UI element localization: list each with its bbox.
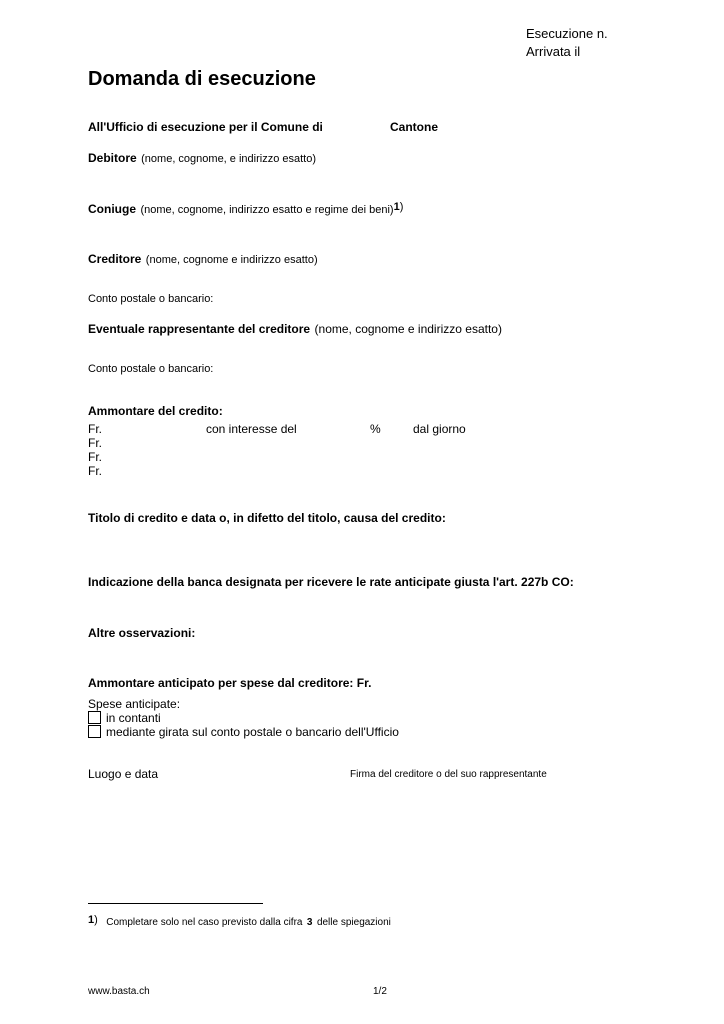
debtor-label: Debitore <box>88 151 137 165</box>
footnote-text-after: delle spiegazioni <box>316 917 391 928</box>
footnote-cifra: 3 <box>306 917 313 928</box>
debtor-hint: (nome, cognome, e indirizzo esatto) <box>141 153 317 165</box>
transfer-option-label: mediante girata sul conto postale o bancario dell'Ufficio <box>106 725 399 739</box>
percent-sign: % <box>370 422 381 436</box>
representative-field <box>88 320 502 338</box>
spouse-hint: (nome, cognome, indirizzo esatto e regime dei beni) <box>140 204 394 216</box>
page-title: Domanda di esecuzione <box>88 68 316 90</box>
other-remarks-label: Altre osservazioni: <box>88 626 196 640</box>
creditor-field <box>88 250 318 268</box>
credit-title-label: Titolo di credito e data o, in difetto del titolo, causa del credito: <box>88 511 446 525</box>
representative-label: Eventuale rappresentante del creditore <box>88 322 311 336</box>
debtor-field <box>88 149 316 167</box>
creditor-label: Creditore <box>88 252 142 266</box>
cash-option-label: in contanti <box>106 711 161 725</box>
credit-row-3: Fr. <box>88 450 102 464</box>
creditor-account-label: Conto postale o bancario: <box>88 293 214 305</box>
footnote-text-before: Completare solo nel caso previsto dalla cifra <box>106 917 303 928</box>
canton-label: Cantone <box>390 120 438 134</box>
credit-amount-heading: Ammontare del credito: <box>88 404 223 418</box>
spouse-label: Coniuge <box>88 202 136 216</box>
footnote-mark: 1 <box>88 914 95 926</box>
esecuzione-number-label: Esecuzione n. <box>526 26 608 41</box>
arrival-date-label: Arrivata il <box>526 44 581 59</box>
interest-label: con interesse del <box>206 422 297 436</box>
credit-row-4: Fr. <box>88 464 102 478</box>
spouse-field <box>88 200 403 218</box>
footnote-mark-paren: ) <box>94 914 98 926</box>
spouse-footnote-paren: ) <box>399 201 404 213</box>
footnote-divider <box>88 903 263 904</box>
cash-checkbox[interactable] <box>88 711 101 724</box>
creditor-hint: (nome, cognome e indirizzo esatto) <box>145 254 318 266</box>
page-number: 1/2 <box>373 986 387 997</box>
place-date-label: Luogo e data <box>88 767 159 781</box>
representative-hint: (nome, cognome e indirizzo esatto) <box>314 322 502 336</box>
bank-designation-label: Indicazione della banca designata per ricevere le rate anticipate giusta l'art. 227b CO: <box>88 575 574 589</box>
footer-website-link[interactable]: www.basta.ch <box>88 986 150 997</box>
spouse-footnote-ref: 1 <box>393 201 400 213</box>
representative-account-label: Conto postale o bancario: <box>88 363 214 375</box>
credit-row-1: Fr. <box>88 422 102 436</box>
transfer-checkbox[interactable] <box>88 725 101 738</box>
option-transfer[interactable] <box>88 725 399 739</box>
footnote <box>88 912 391 930</box>
option-cash[interactable] <box>88 711 161 725</box>
from-date-label: dal giorno <box>413 422 466 436</box>
credit-row-2: Fr. <box>88 436 102 450</box>
signature-label: Firma del creditore o del suo rappresentante <box>350 769 547 780</box>
advance-costs-heading: Ammontare anticipato per spese dal creditore: Fr. <box>88 676 372 690</box>
office-label: All'Ufficio di esecuzione per il Comune di <box>88 120 323 134</box>
advance-costs-sub: Spese anticipate: <box>88 697 181 711</box>
